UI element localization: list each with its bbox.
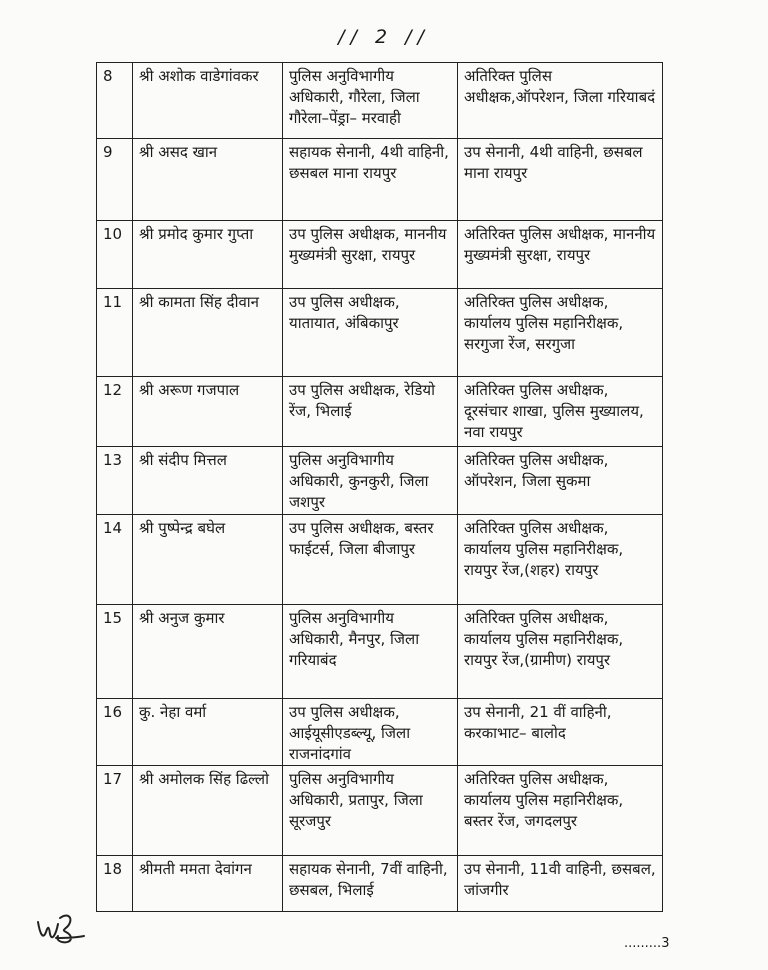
continuation-marker: .........3	[624, 936, 670, 951]
serial-number: 16	[97, 699, 133, 766]
serial-number: 8	[97, 63, 133, 139]
table-row	[97, 139, 663, 221]
serial-number: 18	[97, 856, 133, 912]
page-number: // 2 //	[338, 26, 430, 48]
serial-number: 12	[97, 377, 133, 447]
transfer-table	[96, 62, 663, 912]
officer-name: श्री अरूण गजपाल	[133, 377, 283, 447]
table-row	[97, 515, 663, 605]
new-posting: उप सेनानी, 4थी वाहिनी, छसबल माना रायपुर	[458, 139, 663, 221]
new-posting: उप सेनानी, 21 वीं वाहिनी, करकाभाट– बालोद	[458, 699, 663, 766]
current-posting: उप पुलिस अधीक्षक, रेडियो रेंज, भिलाई	[283, 377, 458, 447]
table-row	[97, 377, 663, 447]
serial-number: 11	[97, 289, 133, 377]
new-posting: उप सेनानी, 11वी वाहिनी, छसबल, जांजगीर	[458, 856, 663, 912]
officer-name: श्री अनुज कुमार	[133, 605, 283, 699]
new-posting: अतिरिक्त पुलिस अधीक्षक,ऑपरेशन, जिला गरियाबदं	[458, 63, 663, 139]
serial-number: 15	[97, 605, 133, 699]
table-row	[97, 221, 663, 289]
table-row	[97, 699, 663, 766]
officer-name: श्री कामता सिंह दीवान	[133, 289, 283, 377]
table-row	[97, 605, 663, 699]
new-posting: अतिरिक्त पुलिस अधीक्षक, कार्यालय पुलिस महानिरीक्षक, रायपुर रेंज,(शहर) रायपुर	[458, 515, 663, 605]
new-posting: अतिरिक्त पुलिस अधीक्षक, कार्यालय पुलिस महानिरीक्षक, सरगुजा रेंज, सरगुजा	[458, 289, 663, 377]
serial-number: 13	[97, 447, 133, 515]
table-row	[97, 766, 663, 856]
new-posting: अतिरिक्त पुलिस अधीक्षक, दूरसंचार शाखा, पुलिस मुख्यालय, नवा रायपुर	[458, 377, 663, 447]
current-posting: पुलिस अनुविभागीय अधिकारी, गौरेला, जिला गौरेला–पेंड्रा– मरवाही	[283, 63, 458, 139]
current-posting: उप पुलिस अधीक्षक, माननीय मुख्यमंत्री सुरक्षा, रायपुर	[283, 221, 458, 289]
officer-name: कु. नेहा वर्मा	[133, 699, 283, 766]
officer-name: श्री अशोक वाडेगांवकर	[133, 63, 283, 139]
new-posting: अतिरिक्त पुलिस अधीक्षक, कार्यालय पुलिस महानिरीक्षक, रायपुर रेंज,(ग्रामीण) रायपुर	[458, 605, 663, 699]
table-row	[97, 63, 663, 139]
current-posting: पुलिस अनुविभागीय अधिकारी, प्रतापुर, जिला सूरजपुर	[283, 766, 458, 856]
current-posting: उप पुलिस अधीक्षक, यातायात, अंबिकापुर	[283, 289, 458, 377]
officer-name: श्री प्रमोद कुमार गुप्ता	[133, 221, 283, 289]
current-posting: सहायक सेनानी, 4थी वाहिनी, छसबल माना रायपुर	[283, 139, 458, 221]
serial-number: 10	[97, 221, 133, 289]
current-posting: उप पुलिस अधीक्षक, आईयूसीएडब्ल्यू, जिला राजनांदगांव	[283, 699, 458, 766]
officer-name: श्री असद खान	[133, 139, 283, 221]
officer-name: श्री पुष्पेन्द्र बघेल	[133, 515, 283, 605]
new-posting: अतिरिक्त पुलिस अधीक्षक, माननीय मुख्यमंत्री सुरक्षा, रायपुर	[458, 221, 663, 289]
serial-number: 17	[97, 766, 133, 856]
transfer-table-body	[97, 63, 663, 912]
serial-number: 9	[97, 139, 133, 221]
current-posting: पुलिस अनुविभागीय अधिकारी, मैनपुर, जिला गरियाबंद	[283, 605, 458, 699]
officer-name: श्रीमती ममता देवांगन	[133, 856, 283, 912]
current-posting: पुलिस अनुविभागीय अधिकारी, कुनकुरी, जिला जशपुर	[283, 447, 458, 515]
table-row	[97, 289, 663, 377]
officer-name: श्री अमोलक सिंह ढिल्लो	[133, 766, 283, 856]
table-row	[97, 447, 663, 515]
officer-name: श्री संदीप मित्तल	[133, 447, 283, 515]
table-row	[97, 856, 663, 912]
new-posting: अतिरिक्त पुलिस अधीक्षक, ऑपरेशन, जिला सुकमा	[458, 447, 663, 515]
current-posting: उप पुलिस अधीक्षक, बस्तर फाईटर्स, जिला बीजापुर	[283, 515, 458, 605]
signature-mark	[34, 908, 94, 948]
new-posting: अतिरिक्त पुलिस अधीक्षक, कार्यालय पुलिस महानिरीक्षक, बस्तर रेंज, जगदलपुर	[458, 766, 663, 856]
current-posting: सहायक सेनानी, 7वीं वाहिनी, छसबल, भिलाई	[283, 856, 458, 912]
serial-number: 14	[97, 515, 133, 605]
